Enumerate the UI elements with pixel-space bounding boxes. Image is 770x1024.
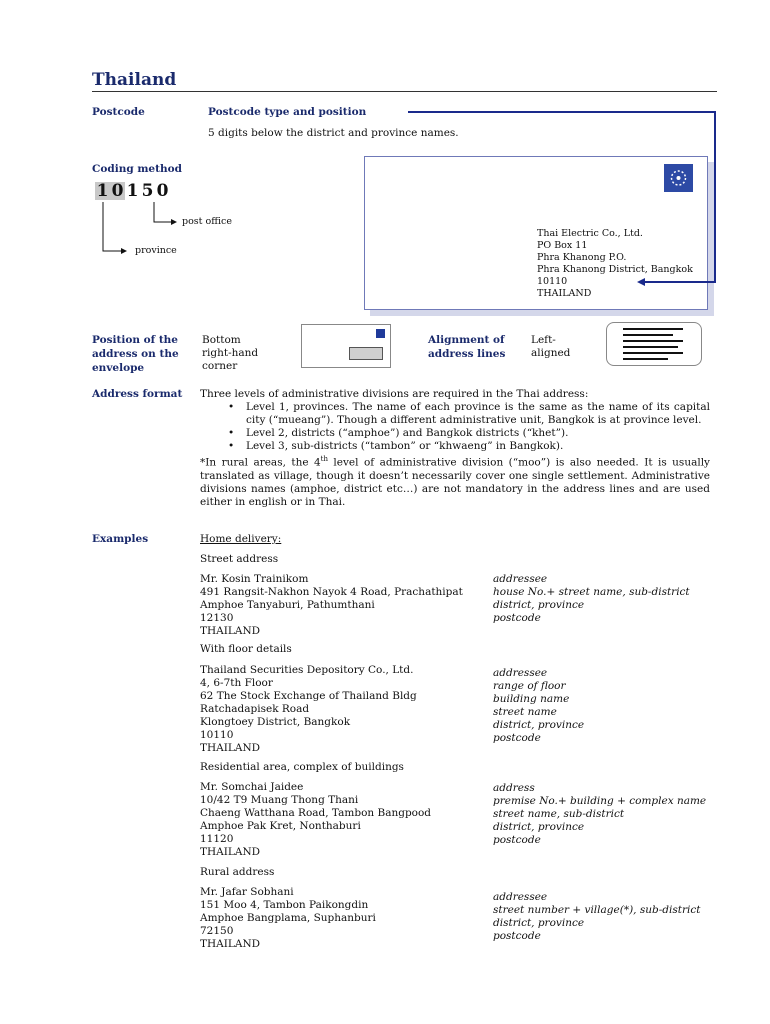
postcode-digit: 1 [126,181,139,201]
example-note-line: postcode [493,732,541,744]
position-label-line: address on the [92,348,179,360]
example-note-line: range of floor [493,680,566,692]
example-note-line: house No.+ street name, sub-district [493,586,690,598]
example-notes [493,891,733,943]
example-heading: Rural address [200,866,275,878]
stamp-icon [376,329,385,338]
envelope-address-line: Phra Khanong P.O. [537,252,627,263]
postcode-digit: 0 [156,181,169,201]
example-note-line: addressee [493,891,548,903]
example-address-line: 11120 [200,833,234,845]
example-address [200,664,486,755]
example-address [200,781,486,859]
example-address-line: 10110 [200,729,234,741]
postcode-digit: 0 [111,181,124,201]
example-address [200,573,486,638]
note-text: *In rural areas, the 4 [200,456,321,469]
alignment-value-line: Left- [531,334,556,346]
envelope-address-line: THAILAND [537,288,592,299]
alignment-label-line: address lines [428,348,506,360]
alignment-value-line: aligned [531,347,571,359]
example-note-line: street name, sub-district [493,808,625,820]
example-address-line: 72150 [200,925,234,937]
example-address-line: Thailand Securities Depository Co., Ltd. [200,664,414,676]
position-value-line: right-hand [202,347,259,359]
example-address-line: Mr. Somchai Jaidee [200,781,304,793]
address-format-bullet: • Level 2, districts (“amphoe”) and Bangkok districts (“khet”). [200,427,710,440]
example-address-line: Ratchadapisek Road [200,703,310,715]
example-note-line: address [493,782,535,794]
postcode-pointer-arrow [400,100,730,295]
example-note-line: street name [493,706,557,718]
title-divider [92,91,717,92]
example-address-line: Amphoe Bangplama, Suphanburi [200,912,376,924]
example-note-line: district, province [493,917,585,929]
examples-label: Examples [92,533,149,545]
example-address-line: 491 Rangsit-Nakhon Nayok 4 Road, Prachathipat [200,586,463,598]
example-address-line: Chaeng Watthana Road, Tambon Bangpood [200,807,432,819]
example-address-line: 10/42 T9 Muang Thong Thani [200,794,359,806]
address-format-bullet: • Level 1, provinces. The name of each province is the same as the name of its capital city (“mueang”). Though a different administrative unit, Bangkok is at province level. [200,401,710,427]
alignment-label-line: Alignment of [428,334,505,346]
post-office-caption: post office [182,216,232,227]
coding-method-label: Coding method [92,163,182,175]
postcode-label: Postcode [92,106,145,118]
example-address-line: THAILAND [200,846,261,858]
address-format-bullet: • Level 3, sub-districts (“tambon” or “khwaeng” in Bangkok). [200,440,710,453]
position-value [202,334,258,373]
page-title: Thailand [92,70,177,90]
example-notes [493,573,733,625]
address-format-text [200,388,710,509]
envelope-position-diagram [301,324,391,368]
position-label-line: Position of the [92,334,178,346]
example-address-line: 151 Moo 4, Tambon Paikongdin [200,899,369,911]
address-format-label: Address format [92,388,183,400]
postcode-type-heading: Postcode type and position [208,106,367,118]
postcode-type-text: 5 digits below the district and province names. [208,127,459,139]
coding-connectors [95,198,295,268]
example-notes [493,782,733,847]
province-caption: province [135,245,177,256]
example-note-line: district, province [493,821,585,833]
example-address-line: Klongtoey District, Bangkok [200,716,351,728]
position-value-line: corner [202,360,238,372]
example-note-line: building name [493,693,570,705]
example-note-line: district, province [493,599,585,611]
position-value-line: Bottom [202,334,241,346]
left-aligned-lines-icon [606,322,702,366]
example-heading: Residential area, complex of buildings [200,761,404,773]
example-address-line: THAILAND [200,742,261,754]
example-address-line: 4, 6-7th Floor [200,677,273,689]
example-address-line: Amphoe Tanyaburi, Pathumthani [200,599,375,611]
position-label [92,333,179,375]
example-address-line: THAILAND [200,625,261,637]
envelope-address-line: Phra Khanong District, Bangkok [537,264,693,275]
address-block-icon [349,347,383,360]
example-address-line: 12130 [200,612,234,624]
example-note-line: postcode [493,834,541,846]
example-note-line: street number + village(*), sub-district [493,904,701,916]
example-notes [493,667,733,745]
position-label-line: envelope [92,362,145,374]
envelope-address-line: 10110 [537,276,568,287]
alignment-value [531,334,570,360]
example-address-line: 62 The Stock Exchange of Thailand Bldg [200,690,417,702]
example-note-line: district, province [493,719,585,731]
example-note-line: postcode [493,930,541,942]
example-heading: With floor details [200,643,292,655]
example-note-line: addressee [493,667,548,679]
address-format-intro: Three levels of administrative divisions are required in the Thai address: [200,388,589,400]
example-address-line: THAILAND [200,938,261,950]
example-note-line: postcode [493,612,541,624]
envelope-address-line: PO Box 11 [537,240,588,251]
example-address-line: Amphoe Pak Kret, Nonthaburi [200,820,361,832]
postcode-digit: 1 [96,181,109,201]
example-address-line: Mr. Jafar Sobhani [200,886,294,898]
example-address [200,886,486,951]
home-delivery-heading: Home delivery: [200,533,282,545]
note-superscript: th [320,455,328,463]
example-note-line: addressee [493,573,548,585]
example-note-line: premise No.+ building + complex name [493,795,707,807]
note-text: level of administrative division (“moo”) is also needed. It is usually translated as village, though it doesn’t necessarily cover one single settlement. Administrative divisions names (amphoe, district etc…) are not mandatory in the address lines and are used either in english or in Thai. [200,456,710,508]
example-address-line: Mr. Kosin Trainikom [200,573,309,585]
envelope-address-line: Thai Electric Co., Ltd. [537,228,643,239]
postcode-digit: 5 [141,181,154,201]
address-format-note [200,453,710,509]
example-heading: Street address [200,553,279,565]
alignment-label [428,333,505,361]
